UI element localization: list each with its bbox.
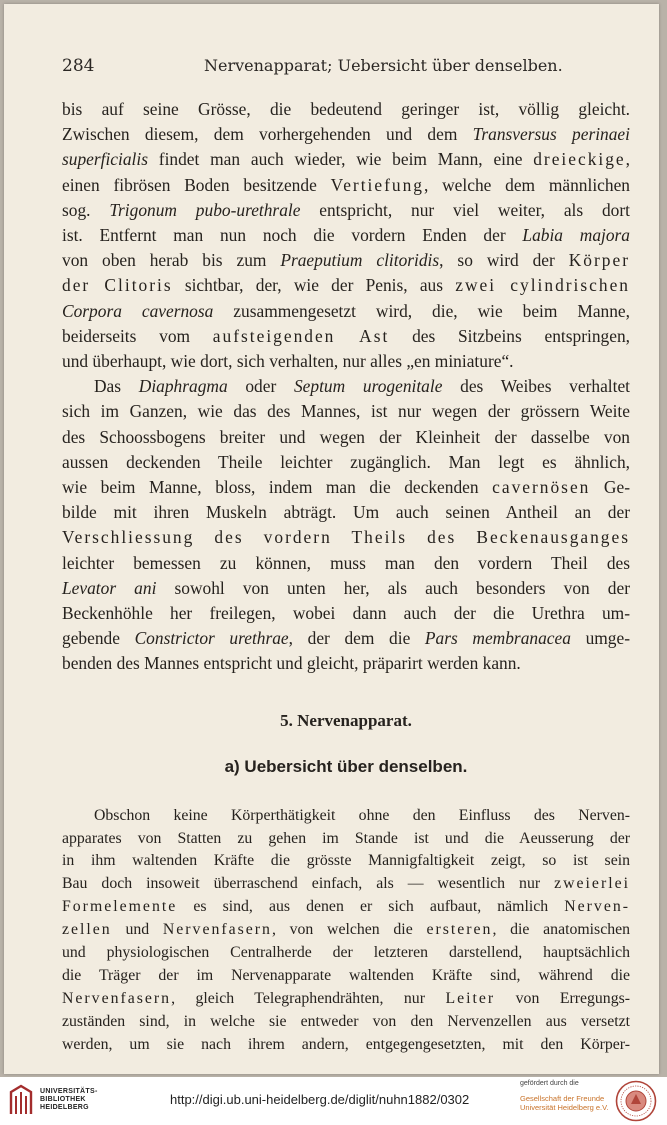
digitization-footer xyxy=(0,1077,667,1125)
text-line: Beckenhöhle her freilegen, wobei dann auch der die Urethra um- xyxy=(62,603,630,624)
text-line: bilde mit ihren Muskeln abträgt. Um auch seinen Antheil an der xyxy=(62,502,630,523)
text-line: und physiologischen Centralherde der letzteren darstellend, hauptsächlich xyxy=(62,944,630,962)
text-line: gebende Constrictor urethrae, der dem die Pars membranacea umge- xyxy=(62,628,630,649)
page-header xyxy=(62,56,599,80)
text-line: aussen deckenden Theile leichter zugänglich. Man legt es ähnlich, xyxy=(62,451,630,472)
text-line: wie beim Manne, bloss, indem man die deckenden cavernösen Ge- xyxy=(62,477,630,498)
text-line: und überhaupt, wie dort, sich verhalten, nur alles „en miniature“. xyxy=(62,351,514,372)
funded-by-label: gefördert durch die xyxy=(520,1080,579,1087)
scanned-page xyxy=(4,4,659,1074)
text-line: die Träger der im Nervenapparate waltenden Kräfte sind, während die xyxy=(62,967,630,985)
text-line: sog. Trigonum pubo-urethrale entspricht, nur viel weiter, als dort xyxy=(62,199,630,220)
text-line: apparates von Statten zu gehen im Stande ist und die Aeusserung der xyxy=(62,829,630,847)
text-line: Obschon keine Körperthätigkeit ohne den Einfluss des Nerven- xyxy=(94,806,630,824)
paragraph-nervous-system xyxy=(62,805,630,1057)
text-line: Verschliessung des vordern Theils des Beckenausganges xyxy=(62,527,630,548)
text-line: des Schoossbogens breiter und wegen der Kleinheit der dasselbe von xyxy=(62,426,630,447)
chapter-heading: 5. Nervenapparat. xyxy=(280,710,412,730)
text-line: sich im Ganzen, wie das des Mannes, ist nur wegen der grössern Weite xyxy=(62,401,630,422)
text-line: Levator ani sowohl von unten her, als auch besonders von der xyxy=(62,577,631,598)
text-line: von oben herab bis zum Praeputium clitoridis, so wird der Körper xyxy=(62,250,630,271)
text-line: Zwischen diesem, dem vorhergehenden und dem Transversus perinaei xyxy=(62,124,630,145)
text-line: einen fibrösen Boden besitzende Vertiefung, welche dem männlichen xyxy=(62,174,630,195)
paragraph-perineum xyxy=(62,97,630,677)
text-line: ist. Entfernt man nun noch die vordern Enden der Labia majora xyxy=(62,225,631,246)
university-seal-icon xyxy=(615,1080,657,1122)
text-line: Das Diaphragma oder Septum urogenitale des Weibes verhaltet xyxy=(94,376,630,397)
text-line: zellen und Nervenfasern, von welchen die ersteren, die anatomischen xyxy=(62,921,631,939)
text-line: Corpora cavernosa zusammengesetzt wird, die, wie beim Manne, xyxy=(62,300,630,321)
text-line: werden, um sie nach ihrem andern, entgegengesetzten, mit den Körper- xyxy=(62,1035,630,1053)
text-line: Bau doch insoweit überraschend einfach, als — wesentlich nur zweierlei xyxy=(62,875,630,893)
text-line: zuständen sind, in welche sie entweder von den Nervenzellen aus versetzt xyxy=(62,1012,630,1030)
text-line: benden des Mannes entspricht und gleicht, präparirt werden kann. xyxy=(62,653,521,674)
body-text xyxy=(62,97,630,1057)
text-line: beiderseits vom aufsteigenden Ast des Sitzbeins entspringen, xyxy=(62,325,631,346)
library-name: UNIVERSITÄTS- BIBLIOTHEK HEIDELBERG xyxy=(40,1088,98,1111)
text-line: bis auf seine Grösse, die bedeutend geringer ist, völlig gleicht. xyxy=(62,99,630,119)
society-name: Gesellschaft der Freunde Universität Heidelberg e.V. xyxy=(520,1094,609,1112)
digital-copy-link[interactable]: http://digi.ub.uni-heidelberg.de/diglit/nuhn1882/0302 xyxy=(170,1092,470,1107)
text-line: Formelemente es sind, aus denen er sich aufbaut, nämlich Nerven- xyxy=(62,898,630,916)
text-line: leichter bemessen zu können, muss man den vordern Theil des xyxy=(62,552,630,573)
text-line: der Clitoris sichtbar, der, wie der Penis, aus zwei cylindrischen xyxy=(62,275,630,296)
page-number: 284 xyxy=(62,56,95,76)
section-heading: a) Uebersicht über denselben. xyxy=(224,756,468,776)
running-title: Nervenapparat; Uebersicht über denselben. xyxy=(204,56,563,75)
text-line: Nervenfasern, gleich Telegraphendrähten, nur Leiter von Erregungs- xyxy=(62,989,630,1007)
university-library-logo-icon xyxy=(8,1083,34,1117)
text-line: in ihm waltenden Kräfte die grösste Mannigfaltigkeit zeigt, so ist sein xyxy=(62,852,630,870)
text-line: superficialis findet man auch wieder, wie beim Mann, eine dreieckige, xyxy=(62,149,630,170)
